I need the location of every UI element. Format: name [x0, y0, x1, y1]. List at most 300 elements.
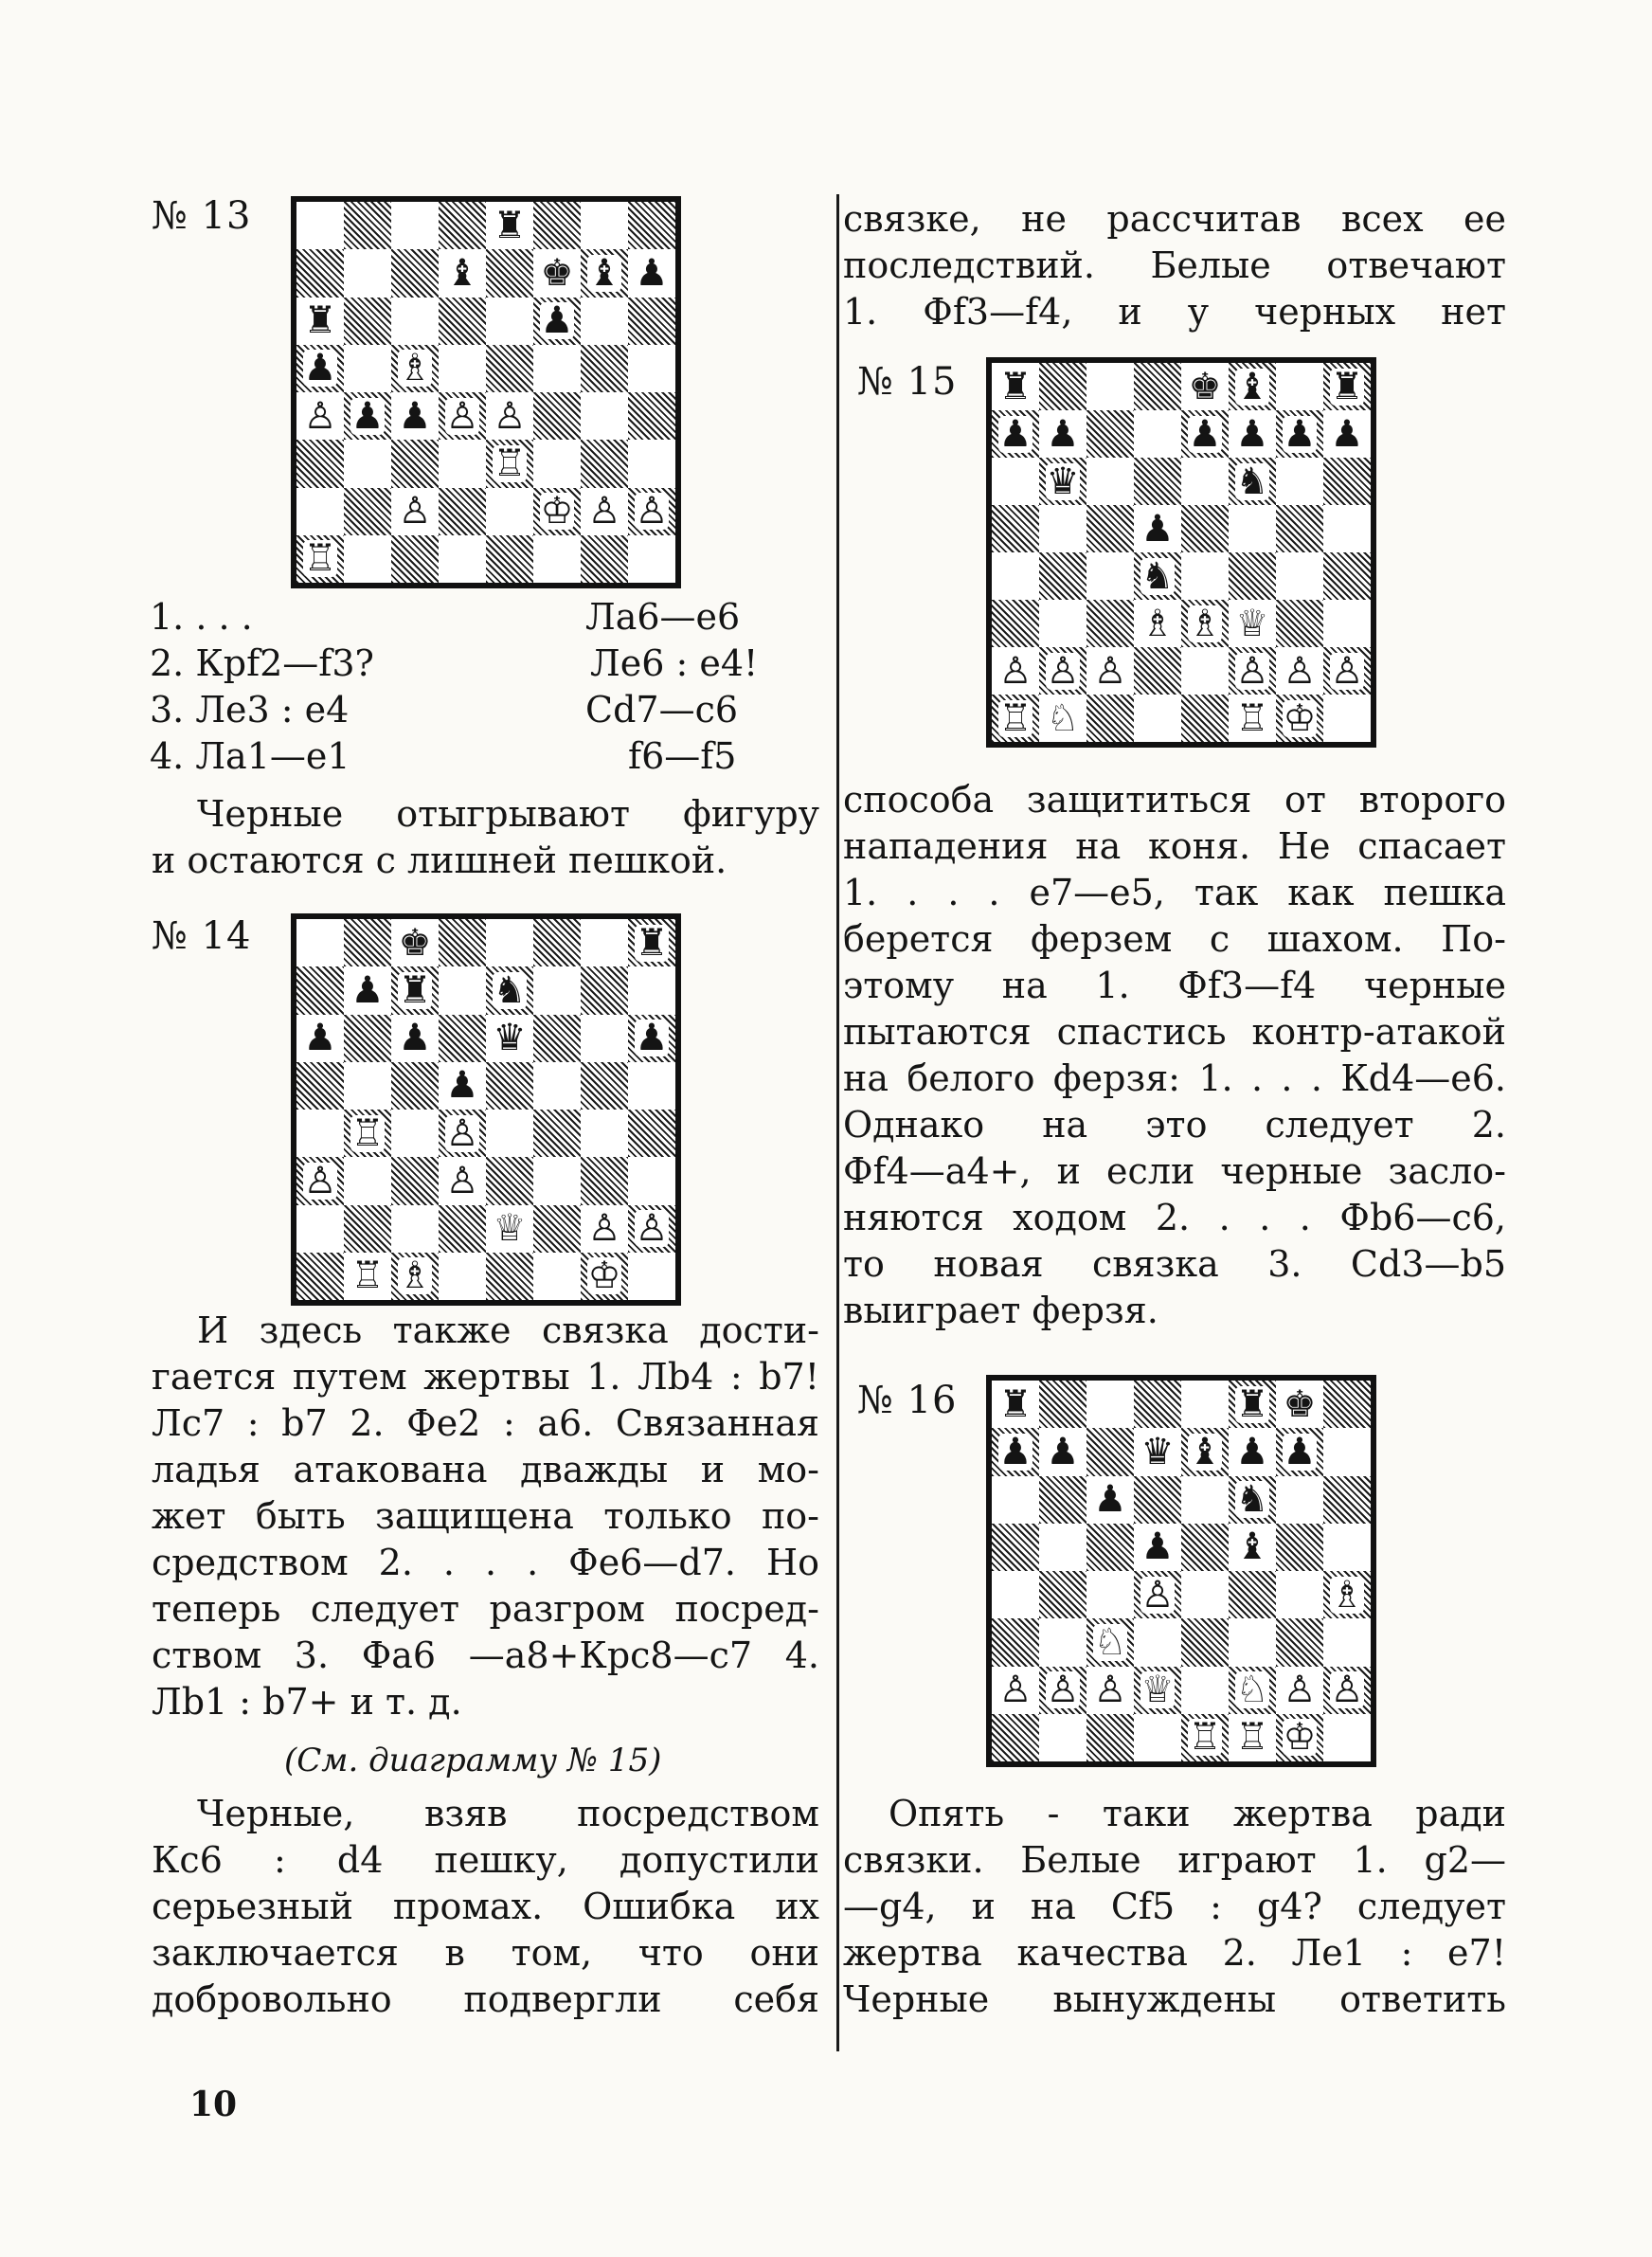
dark-square	[439, 202, 486, 249]
light-square	[1181, 1381, 1229, 1428]
light-square	[628, 1253, 675, 1300]
dark-square	[296, 1253, 344, 1300]
text-line: серьезный промах. Ошибка их	[152, 1886, 819, 1927]
light-square	[1323, 1428, 1371, 1475]
light-square	[1323, 1618, 1371, 1666]
white-pawn-icon: ♙	[445, 1159, 479, 1202]
text-line: —g4, и на Cf5 : g4? следует	[843, 1886, 1506, 1927]
white-pawn-icon: ♙	[1330, 1669, 1364, 1712]
light-square	[1039, 600, 1086, 647]
light-square	[1181, 647, 1229, 695]
dark-square	[296, 1062, 344, 1110]
light-square	[581, 392, 628, 440]
dark-square	[344, 488, 391, 535]
text-line: средством 2. . . . Фе6—d7. Но	[152, 1542, 819, 1583]
light-square	[992, 1571, 1039, 1618]
dark-square	[344, 202, 391, 249]
dark-square	[1039, 1381, 1086, 1428]
white-move: 3. Ле3 : е4	[150, 689, 350, 731]
white-knight-icon: ♘	[1235, 1669, 1269, 1712]
dark-square	[344, 1205, 391, 1253]
text-line: гается путем жертвы 1. Лb4 : b7!	[152, 1356, 819, 1398]
light-square	[581, 919, 628, 966]
dark-square	[486, 535, 533, 583]
light-square	[296, 919, 344, 966]
dark-square	[533, 1015, 581, 1062]
dark-square	[1134, 647, 1181, 695]
dark-square	[628, 1110, 675, 1157]
column-divider	[836, 194, 839, 2051]
white-pawn-icon: ♙	[635, 1207, 669, 1251]
white-king-icon: ♔	[540, 490, 574, 533]
light-square	[1086, 1571, 1134, 1618]
text-line: Кс6 : d4 пешку, допустили	[152, 1839, 819, 1881]
light-square	[1323, 505, 1371, 552]
text-line: способа защититься от второго	[843, 779, 1506, 821]
black-move: Cd7—с6	[585, 689, 739, 731]
light-square	[296, 202, 344, 249]
light-square	[1134, 410, 1181, 458]
black-pawn-icon: ♟	[635, 1017, 669, 1060]
text-line: Лс7 : b7 2. Фе2 : а6. Связанная	[152, 1402, 819, 1444]
light-square	[1323, 600, 1371, 647]
dark-square	[533, 1205, 581, 1253]
dark-square	[1276, 600, 1323, 647]
black-move: Ла6—е6	[585, 596, 741, 638]
black-pawn-icon: ♟	[445, 1064, 479, 1108]
white-queen-icon: ♕	[1235, 602, 1269, 645]
dark-square	[1039, 363, 1086, 410]
black-pawn-icon: ♟	[1235, 1430, 1269, 1473]
text-line: добровольно подвергли себя	[152, 1978, 819, 2020]
dark-square	[1134, 1476, 1181, 1524]
text-line: Однако на это следует 2.	[843, 1104, 1506, 1146]
dark-square	[1323, 552, 1371, 600]
black-rook-icon: ♜	[998, 1382, 1032, 1426]
dark-square	[439, 919, 486, 966]
light-square	[1039, 1524, 1086, 1571]
black-rook-icon: ♜	[998, 365, 1032, 408]
black-rook-icon: ♜	[398, 968, 432, 1012]
white-king-icon: ♔	[1283, 1716, 1317, 1760]
white-pawn-icon: ♙	[1140, 1573, 1175, 1616]
white-bishop-icon: ♗	[398, 1255, 432, 1298]
dark-square	[296, 249, 344, 297]
black-pawn-icon: ♟	[398, 394, 432, 438]
black-bishop-icon: ♝	[587, 251, 621, 295]
white-pawn-icon: ♙	[1093, 1669, 1127, 1712]
white-pawn-icon: ♙	[1046, 649, 1080, 693]
light-square	[628, 440, 675, 487]
dark-square	[344, 919, 391, 966]
black-pawn-icon: ♟	[998, 1430, 1032, 1473]
white-move: 4. Ла1—е1	[150, 735, 350, 777]
diagram-13-label: № 13	[152, 194, 252, 238]
diagram-14-label: № 14	[152, 914, 252, 958]
light-square	[992, 552, 1039, 600]
dark-square	[581, 535, 628, 583]
white-rook-icon: ♖	[493, 442, 527, 485]
dark-square	[581, 1062, 628, 1110]
black-pawn-icon: ♟	[303, 1017, 337, 1060]
move-list-13	[150, 594, 759, 780]
white-knight-icon: ♘	[1093, 1620, 1127, 1664]
black-pawn-icon: ♟	[1140, 1526, 1175, 1569]
light-square	[1276, 458, 1323, 505]
light-square	[628, 1062, 675, 1110]
dark-square	[1086, 695, 1134, 742]
dark-square	[1086, 600, 1134, 647]
paragraph-top-right	[843, 196, 1506, 335]
chess-diagram-16	[987, 1376, 1375, 1766]
light-square	[439, 535, 486, 583]
paragraph-bottom-left	[152, 1791, 819, 2023]
white-pawn-icon: ♙	[493, 394, 527, 438]
light-square	[1039, 1618, 1086, 1666]
dark-square	[1276, 1618, 1323, 1666]
light-square	[581, 1015, 628, 1062]
dark-square	[1086, 410, 1134, 458]
paragraph-after-13	[152, 791, 819, 884]
light-square	[533, 440, 581, 487]
black-rook-icon: ♜	[635, 921, 669, 965]
dark-square	[1323, 458, 1371, 505]
light-square	[439, 440, 486, 487]
dark-square	[1229, 1571, 1276, 1618]
dark-square	[581, 345, 628, 392]
black-knight-icon: ♞	[493, 968, 527, 1012]
black-king-icon: ♚	[398, 921, 432, 965]
white-rook-icon: ♖	[998, 696, 1032, 740]
dark-square	[1039, 552, 1086, 600]
white-pawn-icon: ♙	[445, 394, 479, 438]
white-rook-icon: ♖	[1188, 1716, 1222, 1760]
text-line: заключается в том, что они	[152, 1932, 819, 1974]
dark-square	[628, 298, 675, 345]
dark-square	[1181, 505, 1229, 552]
black-pawn-icon: ♟	[1235, 412, 1269, 456]
text-line: Черные, взяв посредством	[197, 1793, 819, 1834]
white-pawn-icon: ♙	[1283, 649, 1317, 693]
light-square	[1181, 458, 1229, 505]
white-move: 2. Крf2—f3?	[150, 642, 374, 684]
white-rook-icon: ♖	[1235, 1716, 1269, 1760]
light-square	[296, 488, 344, 535]
black-bishop-icon: ♝	[1235, 365, 1269, 408]
black-bishop-icon: ♝	[445, 251, 479, 295]
white-pawn-icon: ♙	[1283, 1669, 1317, 1712]
text-line: жертва качества 2. Ле1 : е7!	[843, 1932, 1506, 1974]
white-knight-icon: ♘	[1046, 696, 1080, 740]
light-square	[391, 298, 439, 345]
dark-square	[391, 1062, 439, 1110]
white-king-icon: ♔	[587, 1255, 621, 1298]
black-pawn-icon: ♟	[1093, 1478, 1127, 1522]
dark-square	[486, 1157, 533, 1204]
dark-square	[391, 1157, 439, 1204]
text-line: Опять - таки жертва ради	[889, 1793, 1506, 1834]
light-square	[1323, 695, 1371, 742]
paragraph-middle-right	[843, 777, 1506, 1334]
black-pawn-icon: ♟	[398, 1017, 432, 1060]
light-square	[344, 1062, 391, 1110]
dark-square	[1229, 552, 1276, 600]
black-pawn-icon: ♟	[635, 251, 669, 295]
black-knight-icon: ♞	[1235, 460, 1269, 503]
dark-square	[1323, 1476, 1371, 1524]
white-pawn-icon: ♙	[1093, 649, 1127, 693]
dark-square	[992, 1714, 1039, 1761]
light-square	[992, 1476, 1039, 1524]
light-square	[391, 1205, 439, 1253]
white-pawn-icon: ♙	[303, 394, 337, 438]
move-row	[150, 687, 756, 733]
text-line: связки. Белые играют 1. g2—	[843, 1839, 1506, 1881]
dark-square	[581, 966, 628, 1014]
white-rook-icon: ♖	[1235, 696, 1269, 740]
black-rook-icon: ♜	[303, 299, 337, 343]
dark-square	[1181, 1618, 1229, 1666]
light-square	[344, 249, 391, 297]
black-knight-icon: ♞	[1235, 1478, 1269, 1522]
black-pawn-icon: ♟	[998, 412, 1032, 456]
dark-square	[581, 1157, 628, 1204]
text-line: то новая связка 3. Cd3—b5	[843, 1243, 1506, 1285]
dark-square	[439, 488, 486, 535]
dark-square	[1086, 1524, 1134, 1571]
light-square	[344, 345, 391, 392]
chess-diagram-14	[292, 914, 680, 1305]
dark-square	[628, 392, 675, 440]
white-rook-icon: ♖	[303, 537, 337, 581]
text-line: берется ферзем с шахом. По-	[843, 918, 1506, 960]
white-pawn-icon: ♙	[303, 1159, 337, 1202]
light-square	[1086, 1381, 1134, 1428]
dark-square	[344, 298, 391, 345]
black-pawn-icon: ♟	[1283, 1430, 1317, 1473]
black-pawn-icon: ♟	[350, 394, 385, 438]
text-line: 1. . . . е7—е5, так как пешка	[843, 872, 1506, 913]
dark-square	[1039, 1571, 1086, 1618]
dark-square	[1276, 505, 1323, 552]
dark-square	[1323, 1381, 1371, 1428]
dark-square	[628, 202, 675, 249]
white-pawn-icon: ♙	[1330, 649, 1364, 693]
light-square	[486, 919, 533, 966]
text-line: Черные вынуждены ответить	[843, 1978, 1506, 2020]
dark-square	[1086, 1428, 1134, 1475]
light-square	[1276, 363, 1323, 410]
white-rook-icon: ♖	[350, 1255, 385, 1298]
dark-square	[533, 202, 581, 249]
dark-square	[1134, 458, 1181, 505]
white-rook-icon: ♖	[350, 1111, 385, 1155]
black-pawn-icon: ♟	[1046, 412, 1080, 456]
dark-square	[1134, 363, 1181, 410]
white-pawn-icon: ♙	[398, 490, 432, 533]
light-square	[296, 1205, 344, 1253]
black-bishop-icon: ♝	[1235, 1526, 1269, 1569]
text-line: нападения на коня. Не спасает	[843, 825, 1506, 867]
black-rook-icon: ♜	[1330, 365, 1364, 408]
move-row	[150, 733, 756, 780]
dark-square	[1181, 695, 1229, 742]
black-move: Ле6 : е4!	[590, 642, 759, 684]
light-square	[1276, 1571, 1323, 1618]
light-square	[533, 966, 581, 1014]
dark-square	[486, 1062, 533, 1110]
light-square	[1181, 552, 1229, 600]
black-pawn-icon: ♟	[1283, 412, 1317, 456]
text-line: няются ходом 2. . . . Фb6—с6,	[843, 1197, 1506, 1238]
black-queen-icon: ♛	[493, 1017, 527, 1060]
light-square	[344, 1157, 391, 1204]
light-square	[1276, 552, 1323, 600]
dark-square	[992, 1524, 1039, 1571]
text-line: жет быть защищена только по-	[152, 1495, 819, 1537]
dark-square	[391, 535, 439, 583]
dark-square	[391, 440, 439, 487]
white-bishop-icon: ♗	[398, 347, 432, 390]
light-square	[1134, 695, 1181, 742]
black-move: f6—f5	[628, 735, 737, 777]
dark-square	[296, 966, 344, 1014]
diagram-16-label: № 16	[857, 1379, 958, 1422]
light-square	[486, 1110, 533, 1157]
dark-square	[1276, 1524, 1323, 1571]
light-square	[628, 1157, 675, 1204]
white-bishop-icon: ♗	[1330, 1573, 1364, 1616]
white-pawn-icon: ♙	[998, 649, 1032, 693]
black-pawn-icon: ♟	[1140, 507, 1175, 551]
text-line: и остаются с лишней пешкой.	[152, 840, 727, 881]
dark-square	[1134, 1381, 1181, 1428]
light-square	[533, 535, 581, 583]
dark-square	[296, 440, 344, 487]
light-square	[1086, 552, 1134, 600]
white-bishop-icon: ♗	[1140, 602, 1175, 645]
light-square	[486, 298, 533, 345]
black-pawn-icon: ♟	[1330, 412, 1364, 456]
move-row	[150, 641, 759, 687]
light-square	[439, 345, 486, 392]
light-square	[533, 1253, 581, 1300]
black-king-icon: ♚	[1283, 1382, 1317, 1426]
light-square	[1134, 1618, 1181, 1666]
dark-square	[439, 1015, 486, 1062]
text-line: этому на 1. Фf3—f4 черные	[843, 965, 1506, 1006]
light-square	[1039, 1714, 1086, 1761]
light-square	[1039, 505, 1086, 552]
light-square	[628, 535, 675, 583]
black-bishop-icon: ♝	[1188, 1430, 1222, 1473]
light-square	[344, 535, 391, 583]
black-pawn-icon: ♟	[350, 968, 385, 1012]
dark-square	[533, 919, 581, 966]
black-king-icon: ♚	[540, 251, 574, 295]
dark-square	[486, 249, 533, 297]
dark-square	[391, 249, 439, 297]
white-bishop-icon: ♗	[1188, 602, 1222, 645]
light-square	[296, 1110, 344, 1157]
white-queen-icon: ♕	[1140, 1669, 1175, 1712]
dark-square	[581, 440, 628, 487]
dark-square	[439, 298, 486, 345]
light-square	[533, 1157, 581, 1204]
paragraph-after-14	[152, 1308, 819, 1725]
dark-square	[1181, 1524, 1229, 1571]
black-pawn-icon: ♟	[1046, 1430, 1080, 1473]
black-pawn-icon: ♟	[303, 347, 337, 390]
text-line: на белого ферзя: 1. . . . Кd4—е6.	[843, 1057, 1506, 1099]
white-pawn-icon: ♙	[587, 1207, 621, 1251]
text-line: ством 3. Фа6 —а8+Крс8—с7 4.	[152, 1634, 819, 1676]
light-square	[1276, 1476, 1323, 1524]
text-line: теперь следует разгром посред-	[152, 1588, 819, 1630]
text-line: связке, не рассчитав всех ее	[843, 198, 1506, 240]
light-square	[628, 345, 675, 392]
light-square	[439, 1253, 486, 1300]
text-line: пытаются спастись контр-атакой	[843, 1011, 1506, 1053]
chess-diagram-15	[987, 358, 1375, 747]
light-square	[1229, 505, 1276, 552]
light-square	[486, 488, 533, 535]
dark-square	[1086, 505, 1134, 552]
light-square	[439, 966, 486, 1014]
text-line: выиграет ферзя.	[843, 1290, 1158, 1331]
light-square	[1086, 458, 1134, 505]
text-line: Фf4—а4+, и если черные засло-	[843, 1150, 1506, 1192]
white-pawn-icon: ♙	[998, 1669, 1032, 1712]
white-pawn-icon: ♙	[635, 490, 669, 533]
light-square	[344, 440, 391, 487]
text-line: Черные отыгрывают фигуру	[197, 793, 819, 835]
light-square	[581, 202, 628, 249]
text-line: Лb1 : b7+ и т. д.	[152, 1681, 462, 1723]
light-square	[1229, 1618, 1276, 1666]
light-square	[1181, 1667, 1229, 1714]
dark-square	[1039, 1476, 1086, 1524]
dark-square	[533, 1110, 581, 1157]
white-pawn-icon: ♙	[1235, 649, 1269, 693]
text-line: И здесь также связка дости-	[197, 1309, 819, 1351]
text-line: ладья атакована дважды и мо-	[152, 1449, 819, 1490]
dark-square	[439, 1205, 486, 1253]
chess-diagram-13	[292, 197, 680, 587]
white-pawn-icon: ♙	[1046, 1669, 1080, 1712]
light-square	[1181, 1476, 1229, 1524]
light-square	[1086, 363, 1134, 410]
light-square	[581, 1110, 628, 1157]
dark-square	[992, 600, 1039, 647]
dark-square	[486, 1253, 533, 1300]
light-square	[1323, 1714, 1371, 1761]
light-square	[581, 298, 628, 345]
text-line: последствий. Белые отвечают	[843, 244, 1506, 286]
light-square	[391, 202, 439, 249]
dark-square	[533, 392, 581, 440]
white-move: 1. . . .	[150, 596, 253, 638]
light-square	[1181, 1571, 1229, 1618]
paragraph-bottom-right	[843, 1791, 1506, 2023]
diagram-15-label: № 15	[857, 360, 958, 404]
black-rook-icon: ♜	[1235, 1382, 1269, 1426]
light-square	[533, 345, 581, 392]
light-square	[391, 1110, 439, 1157]
light-square	[533, 1062, 581, 1110]
diagram-reference-caption: (См. диаграмму № 15)	[284, 1742, 662, 1779]
dark-square	[992, 505, 1039, 552]
